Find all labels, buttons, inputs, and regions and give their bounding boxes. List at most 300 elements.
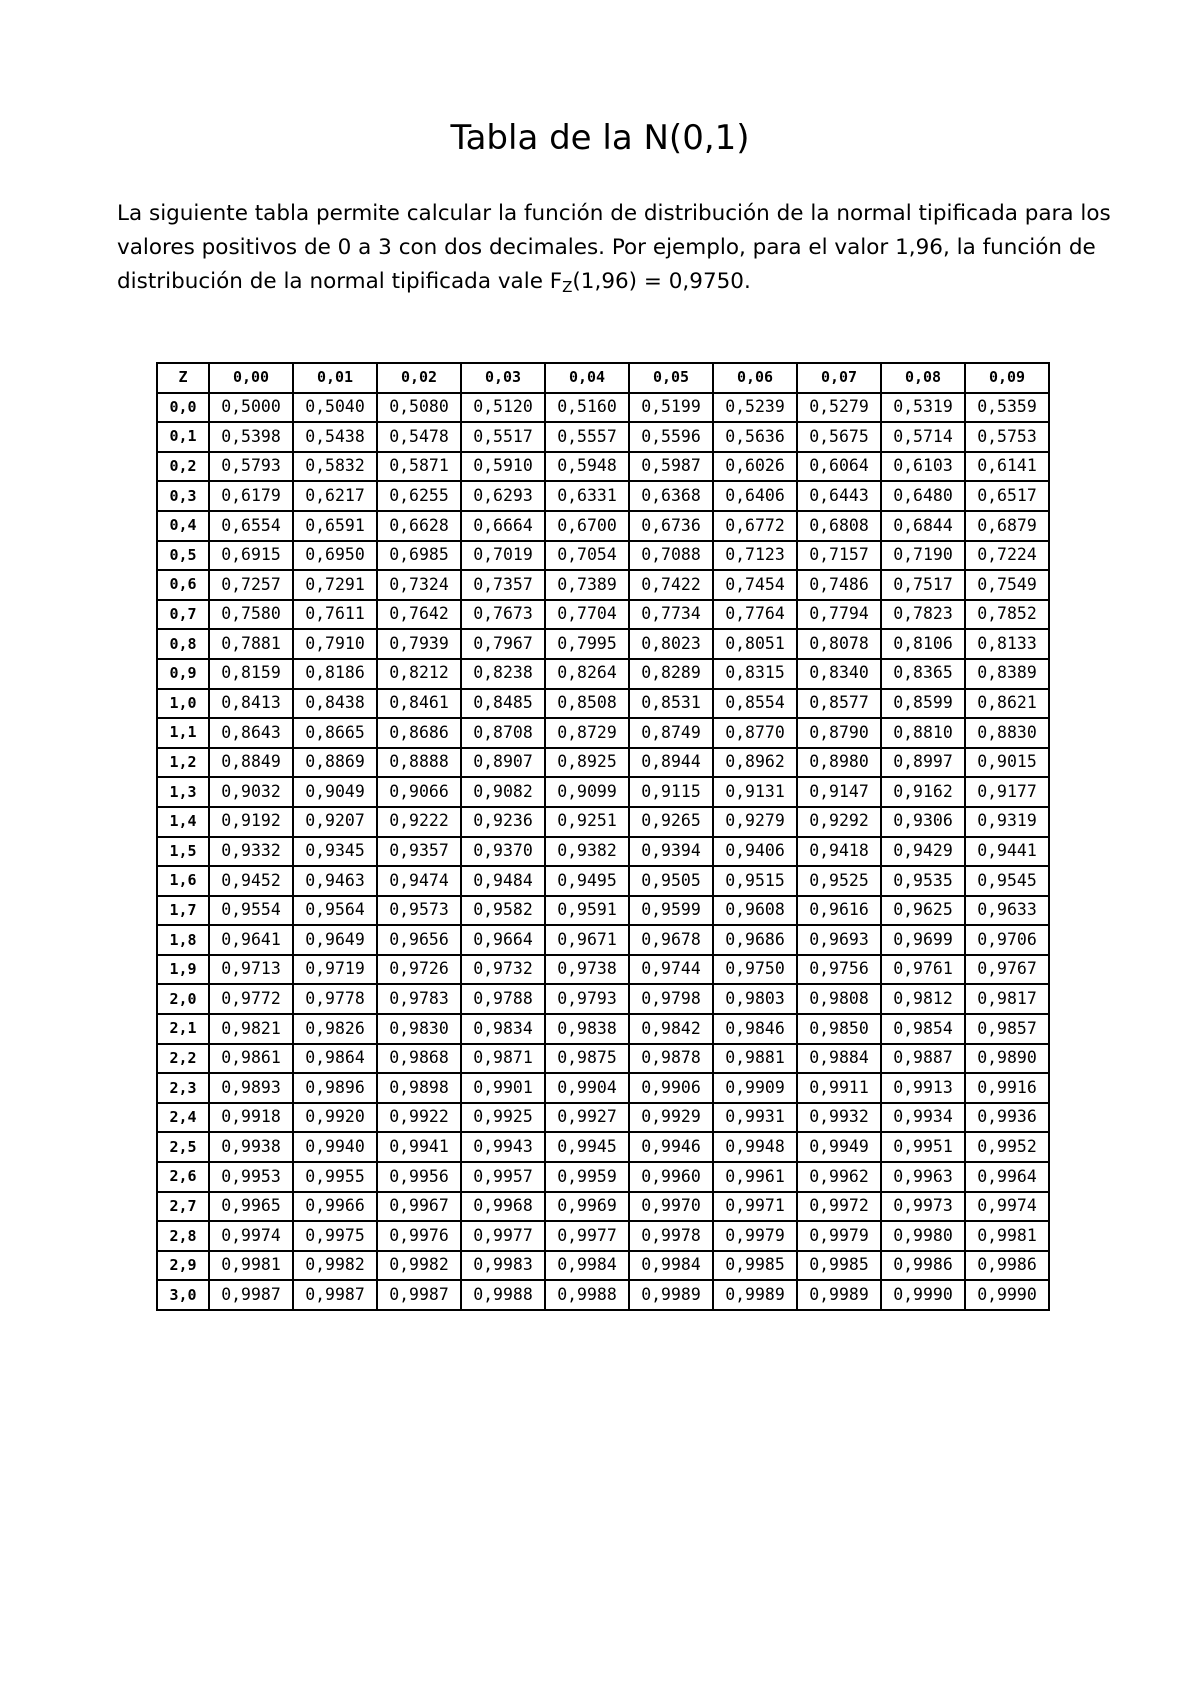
intro-paragraph [117,197,1117,299]
table-cell: 0,9965 [209,1192,293,1222]
table-row [157,659,1049,689]
table-cell: 0,5239 [713,393,797,423]
table-row [157,452,1049,482]
table-cell: 0,9973 [881,1192,965,1222]
table-cell: 0,9977 [461,1221,545,1251]
table-cell: 0,9429 [881,837,965,867]
table-cell: 0,9131 [713,777,797,807]
table-cell: 0,9821 [209,1014,293,1044]
table-cell: 0,9830 [377,1014,461,1044]
table-cell: 0,5199 [629,393,713,423]
table-cell: 0,8023 [629,629,713,659]
table-cell: 0,6591 [293,511,377,541]
table-cell: 0,5000 [209,393,293,423]
table-row [157,422,1049,452]
table-row [157,481,1049,511]
table-cell: 0,8315 [713,659,797,689]
table-cell: 0,9732 [461,955,545,985]
table-cell: 0,7054 [545,541,629,571]
table-row [157,1014,1049,1044]
table-cell: 0,9834 [461,1014,545,1044]
table-row [157,511,1049,541]
table-cell: 0,9970 [629,1192,713,1222]
table-cell: 0,9989 [713,1280,797,1310]
table-cell: 0,8159 [209,659,293,689]
table-cell: 0,6141 [965,452,1049,482]
row-header-z: 1,3 [157,777,209,807]
table-cell: 0,9911 [797,1073,881,1103]
table-row [157,1073,1049,1103]
table-cell: 0,9641 [209,925,293,955]
table-cell: 0,9986 [881,1251,965,1281]
table-cell: 0,6026 [713,452,797,482]
row-header-z: 2,8 [157,1221,209,1251]
table-cell: 0,9515 [713,866,797,896]
table-cell: 0,9929 [629,1103,713,1133]
table-cell: 0,9394 [629,837,713,867]
column-header: 0,00 [209,363,293,393]
table-cell: 0,9082 [461,777,545,807]
table-cell: 0,6331 [545,481,629,511]
table-cell: 0,9920 [293,1103,377,1133]
row-header-z: 1,5 [157,837,209,867]
table-cell: 0,9964 [965,1162,1049,1192]
table-cell: 0,9985 [713,1251,797,1281]
table-cell: 0,5080 [377,393,461,423]
table-row [157,541,1049,571]
table-cell: 0,9564 [293,896,377,926]
table-cell: 0,5359 [965,393,1049,423]
table-cell: 0,9750 [713,955,797,985]
table-row [157,718,1049,748]
table-cell: 0,9989 [629,1280,713,1310]
table-cell: 0,9573 [377,896,461,926]
table-cell: 0,8289 [629,659,713,689]
row-header-z: 1,7 [157,896,209,926]
row-header-z: 3,0 [157,1280,209,1310]
table-cell: 0,9625 [881,896,965,926]
table-cell: 0,9656 [377,925,461,955]
table-cell: 0,9817 [965,984,1049,1014]
table-cell: 0,7549 [965,570,1049,600]
table-row [157,807,1049,837]
table-cell: 0,5398 [209,422,293,452]
table-cell: 0,9955 [293,1162,377,1192]
table-cell: 0,8133 [965,629,1049,659]
row-header-z: 1,4 [157,807,209,837]
table-cell: 0,9505 [629,866,713,896]
table-row [157,1280,1049,1310]
table-cell: 0,7939 [377,629,461,659]
table-cell: 0,8810 [881,718,965,748]
table-cell: 0,8340 [797,659,881,689]
table-cell: 0,9887 [881,1044,965,1074]
row-header-z: 0,6 [157,570,209,600]
table-cell: 0,8830 [965,718,1049,748]
table-cell: 0,6255 [377,481,461,511]
table-cell: 0,9981 [209,1251,293,1281]
table-cell: 0,6808 [797,511,881,541]
table-cell: 0,8461 [377,689,461,719]
table-cell: 0,5910 [461,452,545,482]
table-cell: 0,8238 [461,659,545,689]
table-cell: 0,9744 [629,955,713,985]
table-cell: 0,7642 [377,600,461,630]
table-cell: 0,9049 [293,777,377,807]
table-cell: 0,9616 [797,896,881,926]
table-cell: 0,9633 [965,896,1049,926]
table-cell: 0,8389 [965,659,1049,689]
table-row [157,629,1049,659]
row-header-z: 1,8 [157,925,209,955]
intro-text: La siguiente tabla permite calcular la función de distribución de la normal tipificada para los valores positivos de 0 a 3 con dos decimales. Por ejemplo, para el valor 1,96, la función de distribución de la normal tipificada vale F [117,201,1111,294]
table-body [157,393,1049,1310]
table-cell: 0,9968 [461,1192,545,1222]
table-cell: 0,5279 [797,393,881,423]
table-row [157,1162,1049,1192]
table-cell: 0,7734 [629,600,713,630]
table-cell: 0,9949 [797,1132,881,1162]
table-cell: 0,5040 [293,393,377,423]
table-cell: 0,9406 [713,837,797,867]
table-row [157,955,1049,985]
table-cell: 0,8997 [881,748,965,778]
table-cell: 0,7224 [965,541,1049,571]
table-cell: 0,9808 [797,984,881,1014]
row-header-z: 0,9 [157,659,209,689]
table-cell: 0,9842 [629,1014,713,1044]
table-row [157,1044,1049,1074]
table-cell: 0,9971 [713,1192,797,1222]
table-row [157,1132,1049,1162]
table-cell: 0,9495 [545,866,629,896]
table-cell: 0,9961 [713,1162,797,1192]
table-cell: 0,9484 [461,866,545,896]
table-cell: 0,6664 [461,511,545,541]
table-cell: 0,9798 [629,984,713,1014]
table-cell: 0,7852 [965,600,1049,630]
table-cell: 0,9418 [797,837,881,867]
table-cell: 0,8665 [293,718,377,748]
table-cell: 0,9982 [377,1251,461,1281]
table-cell: 0,8962 [713,748,797,778]
column-header: 0,04 [545,363,629,393]
table-cell: 0,9706 [965,925,1049,955]
table-cell: 0,9979 [713,1221,797,1251]
table-cell: 0,9864 [293,1044,377,1074]
table-cell: 0,9319 [965,807,1049,837]
table-row [157,1192,1049,1222]
table-cell: 0,9292 [797,807,881,837]
table-cell: 0,9972 [797,1192,881,1222]
table-cell: 0,9857 [965,1014,1049,1044]
table-cell: 0,6879 [965,511,1049,541]
table-cell: 0,8485 [461,689,545,719]
row-header-z: 2,4 [157,1103,209,1133]
table-cell: 0,9474 [377,866,461,896]
table-cell: 0,6736 [629,511,713,541]
table-cell: 0,6480 [881,481,965,511]
table-cell: 0,9953 [209,1162,293,1192]
table-cell: 0,8106 [881,629,965,659]
table-cell: 0,7967 [461,629,545,659]
table-cell: 0,9951 [881,1132,965,1162]
table-cell: 0,9959 [545,1162,629,1192]
table-cell: 0,7995 [545,629,629,659]
table-row [157,837,1049,867]
table-cell: 0,9761 [881,955,965,985]
table-cell: 0,9925 [461,1103,545,1133]
table-cell: 0,9738 [545,955,629,985]
table-cell: 0,6064 [797,452,881,482]
table-cell: 0,5438 [293,422,377,452]
table-cell: 0,9982 [293,1251,377,1281]
table-cell: 0,9934 [881,1103,965,1133]
row-header-z: 1,6 [157,866,209,896]
table-cell: 0,9838 [545,1014,629,1044]
table-cell: 0,9916 [965,1073,1049,1103]
table-cell: 0,9854 [881,1014,965,1044]
table-cell: 0,9582 [461,896,545,926]
table-cell: 0,5160 [545,393,629,423]
table-cell: 0,9987 [377,1280,461,1310]
row-header-z: 1,0 [157,689,209,719]
table-cell: 0,9974 [965,1192,1049,1222]
intro-subscript: Z [562,278,573,296]
table-cell: 0,9535 [881,866,965,896]
table-cell: 0,9906 [629,1073,713,1103]
table-cell: 0,9884 [797,1044,881,1074]
table-cell: 0,9913 [881,1073,965,1103]
table-cell: 0,9306 [881,807,965,837]
table-cell: 0,8708 [461,718,545,748]
table-cell: 0,9918 [209,1103,293,1133]
table-cell: 0,9893 [209,1073,293,1103]
table-row [157,570,1049,600]
table-cell: 0,7019 [461,541,545,571]
row-header-z: 2,2 [157,1044,209,1074]
table-cell: 0,9693 [797,925,881,955]
corner-header: Z [157,363,209,393]
row-header-z: 2,1 [157,1014,209,1044]
table-cell: 0,9099 [545,777,629,807]
table-cell: 0,9898 [377,1073,461,1103]
table-row [157,600,1049,630]
row-header-z: 0,3 [157,481,209,511]
table-cell: 0,9904 [545,1073,629,1103]
table-cell: 0,9989 [797,1280,881,1310]
table-cell: 0,9066 [377,777,461,807]
column-header: 0,07 [797,363,881,393]
table-cell: 0,8051 [713,629,797,659]
intro-tail: (1,96) = 0,9750. [572,269,751,294]
table-cell: 0,6985 [377,541,461,571]
column-header: 0,06 [713,363,797,393]
table-cell: 0,6103 [881,452,965,482]
table-cell: 0,9943 [461,1132,545,1162]
table-row [157,925,1049,955]
row-header-z: 2,6 [157,1162,209,1192]
table-cell: 0,5714 [881,422,965,452]
table-cell: 0,5120 [461,393,545,423]
table-cell: 0,6368 [629,481,713,511]
table-cell: 0,8577 [797,689,881,719]
table-cell: 0,9952 [965,1132,1049,1162]
table-cell: 0,8531 [629,689,713,719]
table-cell: 0,9963 [881,1162,965,1192]
table-cell: 0,9988 [545,1280,629,1310]
table-cell: 0,9671 [545,925,629,955]
table-cell: 0,9980 [881,1221,965,1251]
table-cell: 0,5948 [545,452,629,482]
table-cell: 0,8790 [797,718,881,748]
table-cell: 0,8186 [293,659,377,689]
table-cell: 0,8925 [545,748,629,778]
table-cell: 0,7611 [293,600,377,630]
page-title: Tabla de la N(0,1) [450,118,750,158]
table-cell: 0,8849 [209,748,293,778]
table-cell: 0,8365 [881,659,965,689]
row-header-z: 0,0 [157,393,209,423]
table-cell: 0,9901 [461,1073,545,1103]
table-cell: 0,9957 [461,1162,545,1192]
table-cell: 0,9977 [545,1221,629,1251]
table-cell: 0,7088 [629,541,713,571]
table-cell: 0,9881 [713,1044,797,1074]
table-cell: 0,5596 [629,422,713,452]
table-cell: 0,9032 [209,777,293,807]
table-cell: 0,9878 [629,1044,713,1074]
table-cell: 0,8770 [713,718,797,748]
table-cell: 0,6179 [209,481,293,511]
table-cell: 0,9649 [293,925,377,955]
table-cell: 0,6950 [293,541,377,571]
table-cell: 0,5478 [377,422,461,452]
table-cell: 0,9554 [209,896,293,926]
table-cell: 0,7123 [713,541,797,571]
table-cell: 0,9382 [545,837,629,867]
table-cell: 0,6406 [713,481,797,511]
column-header: 0,02 [377,363,461,393]
row-header-z: 0,7 [157,600,209,630]
table-cell: 0,9850 [797,1014,881,1044]
table-cell: 0,9115 [629,777,713,807]
table-cell: 0,6517 [965,481,1049,511]
table-cell: 0,5832 [293,452,377,482]
table-cell: 0,7190 [881,541,965,571]
table-cell: 0,9678 [629,925,713,955]
table-cell: 0,6628 [377,511,461,541]
table-cell: 0,8599 [881,689,965,719]
table-cell: 0,9985 [797,1251,881,1281]
table-cell: 0,5319 [881,393,965,423]
table-cell: 0,9767 [965,955,1049,985]
table-cell: 0,9978 [629,1221,713,1251]
table-cell: 0,5871 [377,452,461,482]
table-row [157,866,1049,896]
table-row [157,1251,1049,1281]
table-cell: 0,9756 [797,955,881,985]
table-cell: 0,5987 [629,452,713,482]
table-cell: 0,9875 [545,1044,629,1074]
table-cell: 0,6443 [797,481,881,511]
table-cell: 0,9984 [629,1251,713,1281]
table-cell: 0,9927 [545,1103,629,1133]
table-cell: 0,9699 [881,925,965,955]
table-cell: 0,6293 [461,481,545,511]
table-cell: 0,8869 [293,748,377,778]
table-row [157,689,1049,719]
column-header: 0,03 [461,363,545,393]
table-cell: 0,9441 [965,837,1049,867]
table-cell: 0,9979 [797,1221,881,1251]
table-row [157,984,1049,1014]
row-header-z: 1,1 [157,718,209,748]
table-cell: 0,9279 [713,807,797,837]
table-cell: 0,5636 [713,422,797,452]
row-header-z: 0,1 [157,422,209,452]
table-cell: 0,8907 [461,748,545,778]
table-cell: 0,9357 [377,837,461,867]
table-cell: 0,9177 [965,777,1049,807]
row-header-z: 2,3 [157,1073,209,1103]
table-cell: 0,9812 [881,984,965,1014]
table-cell: 0,8212 [377,659,461,689]
table-row [157,393,1049,423]
table-cell: 0,9783 [377,984,461,1014]
table-cell: 0,9788 [461,984,545,1014]
table-cell: 0,9986 [965,1251,1049,1281]
table-cell: 0,9713 [209,955,293,985]
table-cell: 0,8686 [377,718,461,748]
table-cell: 0,9871 [461,1044,545,1074]
table-cell: 0,9370 [461,837,545,867]
row-header-z: 0,2 [157,452,209,482]
row-header-z: 1,2 [157,748,209,778]
table-cell: 0,9940 [293,1132,377,1162]
column-header: 0,08 [881,363,965,393]
table-cell: 0,7454 [713,570,797,600]
table-cell: 0,9251 [545,807,629,837]
table-cell: 0,9591 [545,896,629,926]
table-cell: 0,9896 [293,1073,377,1103]
table-cell: 0,7704 [545,600,629,630]
table-cell: 0,9988 [461,1280,545,1310]
table-cell: 0,9990 [881,1280,965,1310]
table-cell: 0,9936 [965,1103,1049,1133]
table-cell: 0,9945 [545,1132,629,1162]
normal-distribution-table [156,362,1050,1311]
table-cell: 0,8078 [797,629,881,659]
table-cell: 0,5517 [461,422,545,452]
table-cell: 0,9931 [713,1103,797,1133]
table-cell: 0,8554 [713,689,797,719]
table-cell: 0,9967 [377,1192,461,1222]
table-cell: 0,9332 [209,837,293,867]
table-cell: 0,8749 [629,718,713,748]
table-cell: 0,6915 [209,541,293,571]
table-cell: 0,6700 [545,511,629,541]
table-cell: 0,9974 [209,1221,293,1251]
table-cell: 0,9987 [293,1280,377,1310]
table-cell: 0,9909 [713,1073,797,1103]
table-cell: 0,9976 [377,1221,461,1251]
table-header-row [157,363,1049,393]
table-cell: 0,8438 [293,689,377,719]
table-cell: 0,9147 [797,777,881,807]
table-cell: 0,9686 [713,925,797,955]
table-cell: 0,5557 [545,422,629,452]
